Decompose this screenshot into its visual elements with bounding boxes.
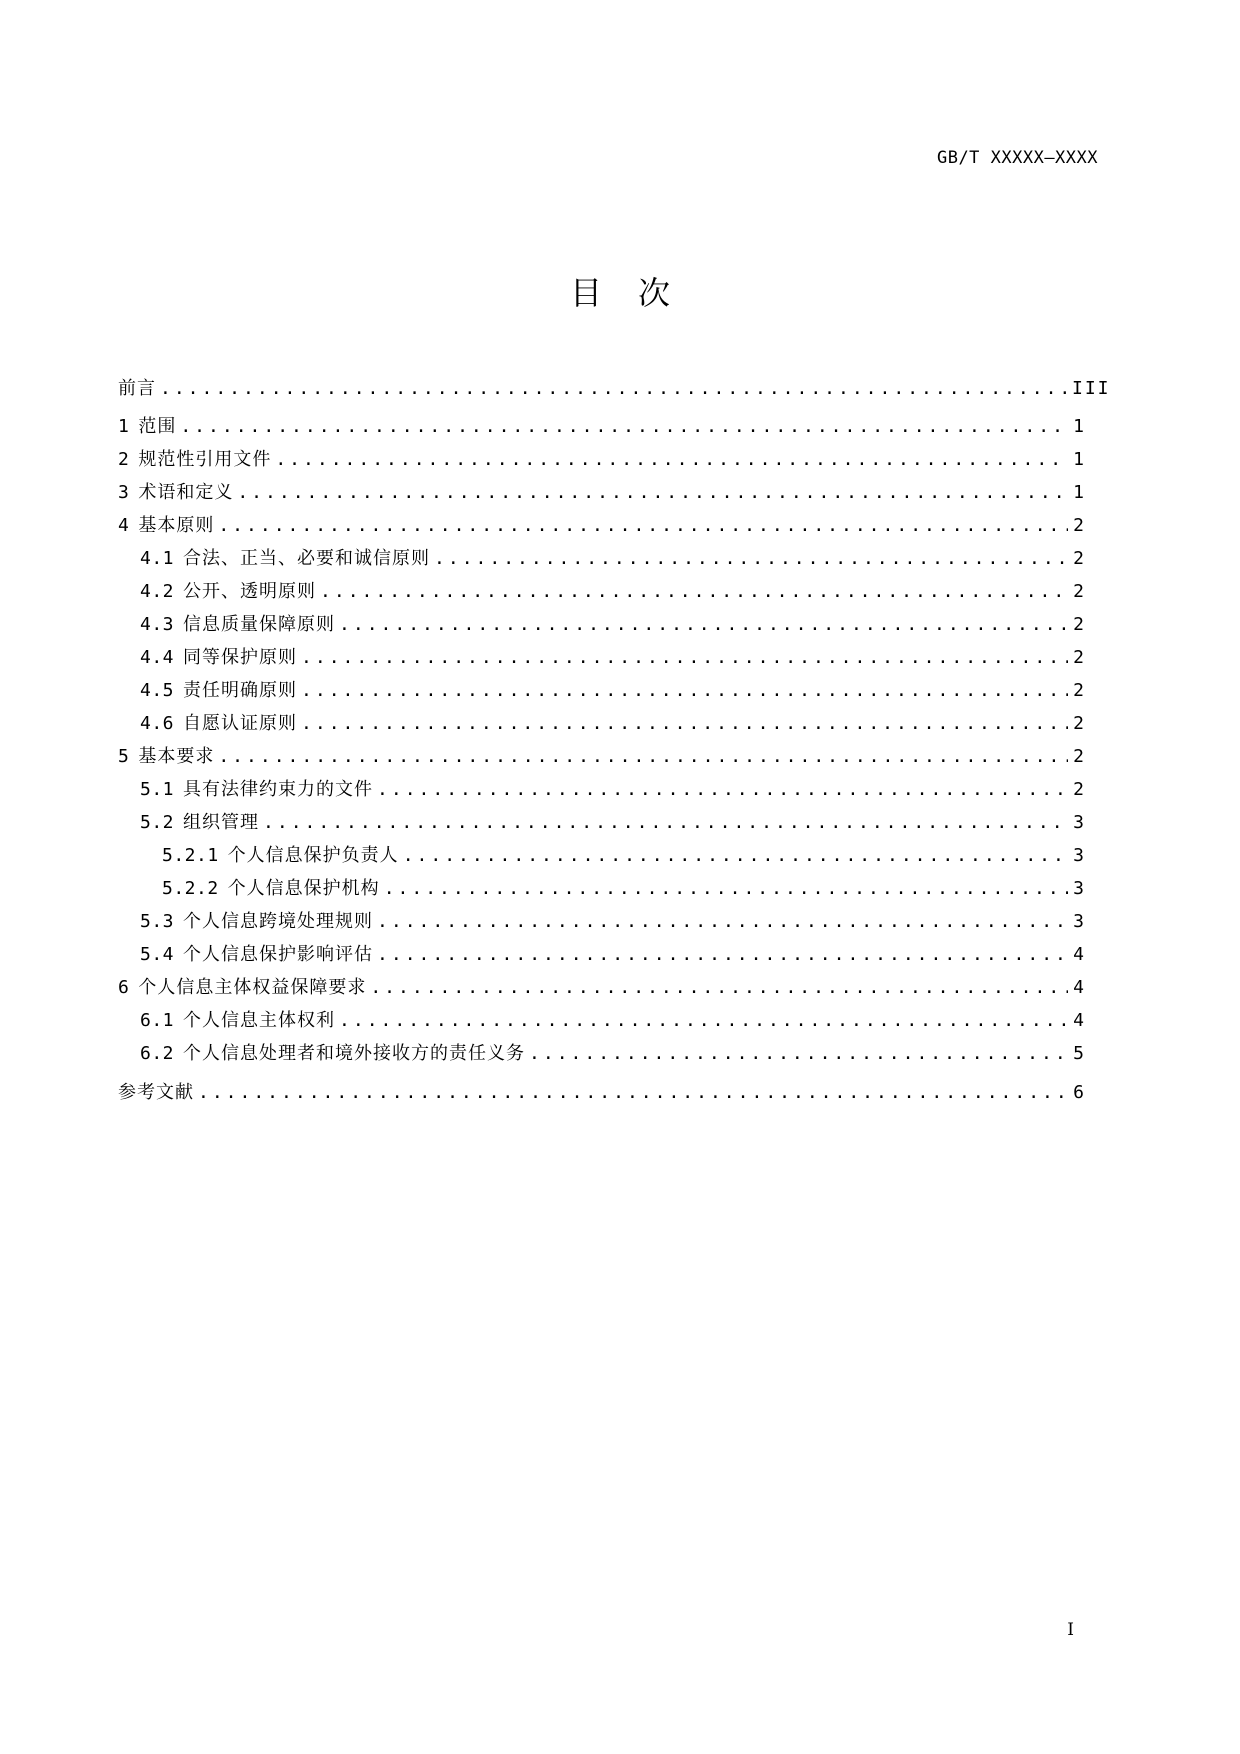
toc-entry-text: 参考文献 xyxy=(118,1082,194,1103)
toc-entry[interactable] xyxy=(118,1037,1086,1070)
toc-leader-dots xyxy=(198,1076,1068,1109)
toc-entry[interactable] xyxy=(118,806,1086,839)
toc-entry[interactable] xyxy=(118,905,1086,938)
toc-entry-page: 3 xyxy=(1073,911,1086,932)
toc-leader-dots xyxy=(377,905,1068,938)
toc-entry-page: 4 xyxy=(1073,1010,1086,1031)
toc-entry[interactable] xyxy=(118,641,1086,674)
toc-entry-number: 5.3 xyxy=(140,911,175,932)
toc-leader-dots xyxy=(339,608,1068,641)
toc-entry-text: 责任明确原则 xyxy=(183,680,298,701)
toc-entry-page: 3 xyxy=(1073,878,1086,899)
toc-entry-page: III xyxy=(1072,378,1111,399)
toc-entry-text: 公开、透明原则 xyxy=(183,581,317,602)
toc-entry-text: 个人信息主体权利 xyxy=(183,1010,336,1031)
toc-entry-number: 4.1 xyxy=(140,548,175,569)
toc-entry-page: 2 xyxy=(1073,647,1086,668)
toc-entry-text: 前言 xyxy=(118,378,156,399)
toc-leader-dots xyxy=(384,872,1068,905)
toc-entry[interactable] xyxy=(118,443,1086,476)
document-code: GB/T XXXXX—XXXX xyxy=(936,148,1098,168)
toc-leader-dots xyxy=(263,806,1068,839)
toc-entry-number: 4.5 xyxy=(140,680,175,701)
toc-entry-page: 5 xyxy=(1073,1043,1086,1064)
toc-entry[interactable] xyxy=(118,839,1086,872)
toc-leader-dots xyxy=(218,740,1068,773)
toc-entry-page: 2 xyxy=(1073,581,1086,602)
toc-entry-number: 5.2 xyxy=(140,812,175,833)
toc-entry[interactable] xyxy=(118,1076,1086,1109)
toc-leader-dots xyxy=(320,575,1068,608)
toc-entry[interactable] xyxy=(118,410,1086,443)
toc-leader-dots xyxy=(301,641,1068,674)
toc-entry[interactable] xyxy=(118,476,1086,509)
toc-entry-page: 2 xyxy=(1073,779,1086,800)
page-number: I xyxy=(1067,1620,1074,1640)
toc-entry[interactable] xyxy=(118,608,1086,641)
toc-leader-dots xyxy=(403,839,1068,872)
toc-entry-text: 个人信息处理者和境外接收方的责任义务 xyxy=(183,1043,526,1064)
toc-entry[interactable] xyxy=(118,740,1086,773)
toc-entry-text: 范围 xyxy=(138,416,177,437)
toc-entry[interactable] xyxy=(118,971,1086,1004)
toc-entry-number: 6.1 xyxy=(140,1010,175,1031)
toc-entry-page: 2 xyxy=(1073,746,1086,767)
toc-entry-page: 3 xyxy=(1073,845,1086,866)
toc-entry-text: 具有法律约束力的文件 xyxy=(183,779,374,800)
toc-entry-text: 个人信息保护负责人 xyxy=(227,845,399,866)
toc-entry-number: 5.2.2 xyxy=(162,878,219,899)
toc-entry-text: 规范性引用文件 xyxy=(138,449,272,470)
toc-entry[interactable] xyxy=(118,509,1086,542)
toc-leader-dots xyxy=(339,1004,1068,1037)
toc-leader-dots xyxy=(529,1037,1068,1070)
toc-leader-dots xyxy=(377,773,1068,806)
toc-entry-text: 组织管理 xyxy=(183,812,260,833)
toc-entry-number: 5.2.1 xyxy=(162,845,219,866)
toc-entry-text: 个人信息主体权益保障要求 xyxy=(138,977,367,998)
page-title: 目次 xyxy=(569,274,706,312)
toc-entry[interactable] xyxy=(118,773,1086,806)
toc-entry-text: 个人信息保护机构 xyxy=(227,878,380,899)
toc-entry-number: 5.4 xyxy=(140,944,175,965)
toc-entry-text: 术语和定义 xyxy=(138,482,234,503)
toc-entry-text: 个人信息跨境处理规则 xyxy=(183,911,374,932)
toc-leader-dots xyxy=(301,674,1068,707)
table-of-contents xyxy=(118,372,1111,1109)
toc-entry-text: 同等保护原则 xyxy=(183,647,298,668)
toc-entry-number: 5.1 xyxy=(140,779,175,800)
toc-entry[interactable] xyxy=(118,1004,1086,1037)
toc-entry-page: 2 xyxy=(1073,680,1086,701)
toc-entry-number: 6 xyxy=(118,977,130,998)
toc-leader-dots xyxy=(434,542,1068,575)
toc-leader-dots xyxy=(377,938,1068,971)
toc-entry-text: 合法、正当、必要和诚信原则 xyxy=(183,548,431,569)
toc-entry-text: 自愿认证原则 xyxy=(183,713,298,734)
toc-entry-page: 2 xyxy=(1073,515,1086,536)
toc-entry-number: 3 xyxy=(118,482,130,503)
toc-entry[interactable] xyxy=(118,872,1086,905)
toc-entry-page: 2 xyxy=(1073,614,1086,635)
toc-leader-dots xyxy=(370,971,1068,1004)
toc-entry-number: 4.3 xyxy=(140,614,175,635)
toc-entry-page: 1 xyxy=(1073,482,1086,503)
toc-leader-dots xyxy=(180,410,1068,443)
toc-entry-number: 1 xyxy=(118,416,130,437)
toc-entry-page: 1 xyxy=(1073,416,1086,437)
toc-entry-number: 5 xyxy=(118,746,130,767)
toc-entry[interactable] xyxy=(118,674,1086,707)
toc-entry-number: 6.2 xyxy=(140,1043,175,1064)
toc-entry-text: 基本要求 xyxy=(138,746,215,767)
toc-entry[interactable] xyxy=(118,938,1086,971)
toc-leader-dots xyxy=(237,476,1068,509)
toc-entry-number: 4 xyxy=(118,515,130,536)
toc-entry-text: 信息质量保障原则 xyxy=(183,614,336,635)
toc-entry-number: 4.6 xyxy=(140,713,175,734)
toc-leader-dots xyxy=(160,372,1068,405)
toc-entry-page: 6 xyxy=(1073,1082,1086,1103)
toc-entry-page: 3 xyxy=(1073,812,1086,833)
toc-entry[interactable] xyxy=(118,542,1086,575)
toc-entry-number: 2 xyxy=(118,449,130,470)
toc-leader-dots xyxy=(275,443,1068,476)
toc-entry-page: 4 xyxy=(1073,977,1086,998)
toc-entry[interactable] xyxy=(118,372,1111,405)
toc-entry-page: 4 xyxy=(1073,944,1086,965)
toc-entry-text: 基本原则 xyxy=(138,515,215,536)
toc-entry[interactable] xyxy=(118,575,1086,608)
toc-entry-number: 4.2 xyxy=(140,581,175,602)
toc-entry-text: 个人信息保护影响评估 xyxy=(183,944,374,965)
toc-entry-page: 1 xyxy=(1073,449,1086,470)
toc-entry[interactable] xyxy=(118,707,1086,740)
toc-leader-dots xyxy=(301,707,1068,740)
toc-entry-number: 4.4 xyxy=(140,647,175,668)
toc-entry-page: 2 xyxy=(1073,713,1086,734)
toc-entry-page: 2 xyxy=(1073,548,1086,569)
toc-leader-dots xyxy=(218,509,1068,542)
